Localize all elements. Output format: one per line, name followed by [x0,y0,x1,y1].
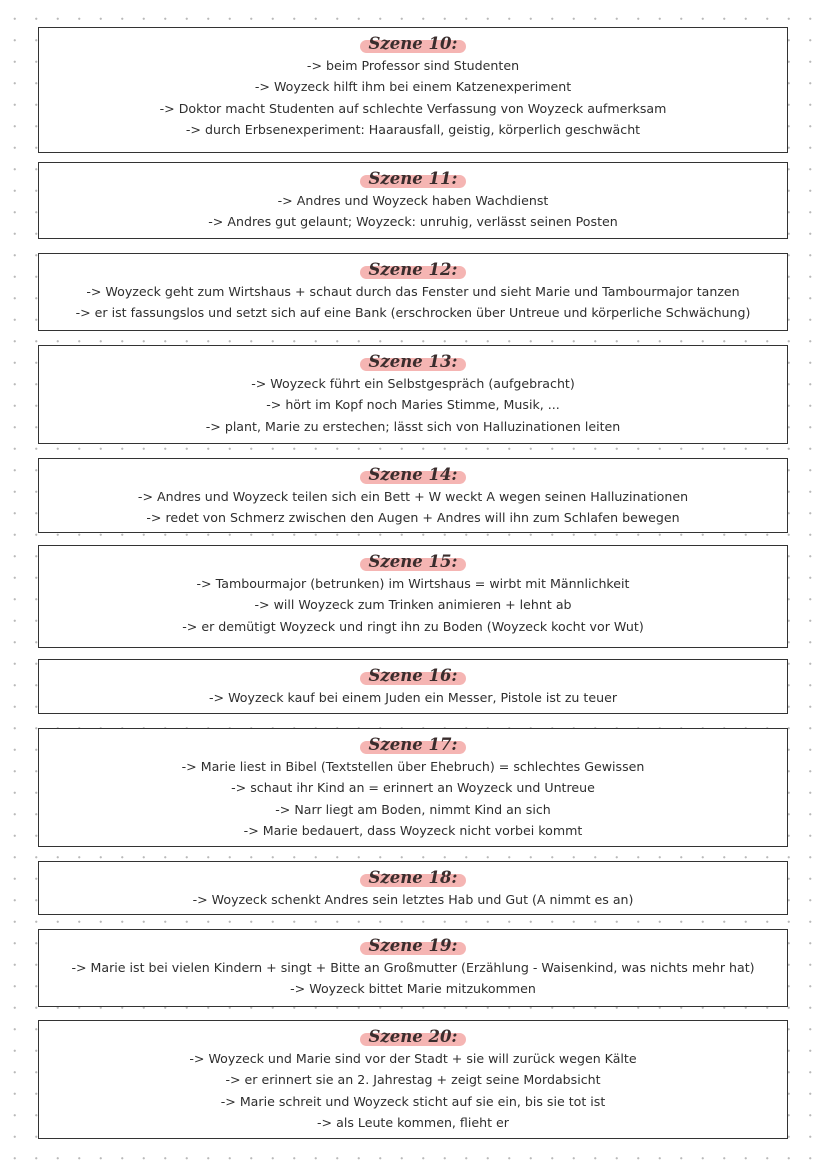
scene-line: -> Woyzeck bittet Marie mitzukommen [290,981,536,997]
scene-line: -> er erinnert sie an 2. Jahrestag + zeigt seine Mordabsicht [225,1072,601,1088]
scene-line: -> redet von Schmerz zwischen den Augen + Andres will ihn zum Schlafen bewegen [146,510,680,526]
scene-line: -> Marie bedauert, dass Woyzeck nicht vorbei kommt [243,823,583,839]
scene-line: -> Woyzeck und Marie sind vor der Stadt + sie will zurück wegen Kälte [189,1051,637,1066]
scene-box-15 [38,545,788,648]
scene-line: -> Andres und Woyzeck teilen sich ein Bett + W weckt A wegen seinen Halluzinationen [137,489,689,504]
scene-line: -> Woyzeck schenkt Andres sein letztes Hab und Gut (A nimmt es an) [192,892,634,907]
scene-title: Szene 20: [362,1027,463,1047]
scene-line: -> Woyzeck kauf bei einem Juden ein Messer, Pistole ist zu teuer [208,690,618,705]
scene-title: Szene 10: [362,34,463,54]
scene-line: -> als Leute kommen, flieht er [317,1115,509,1131]
scene-box-11 [38,162,788,239]
scene-box-19 [38,929,788,1007]
scene-line: -> Woyzeck geht zum Wirtshaus + schaut durch das Fenster und sieht Marie und Tambourmajor tanzen [86,284,740,299]
scene-line: -> beim Professor sind Studenten [306,58,520,73]
scene-line: -> Woyzeck hilft ihm bei einem Katzenexperiment [254,79,572,95]
scene-line: -> durch Erbsenexperiment: Haarausfall, geistig, körperlich geschwächt [185,122,641,138]
scene-box-18 [38,861,788,915]
scene-line: -> er ist fassungslos und setzt sich auf eine Bank (erschrocken über Untreue und körperliche Schwächung) [75,305,751,321]
scene-title: Szene 11: [362,169,463,189]
scene-box-14 [38,458,788,533]
scene-line: -> Tambourmajor (betrunken) im Wirtshaus = wirbt mit Männlichkeit [196,576,630,591]
scene-line: -> Woyzeck führt ein Selbstgespräch (aufgebracht) [251,376,575,391]
scene-title: Szene 12: [362,260,463,280]
scene-line: -> er demütigt Woyzeck und ringt ihn zu Boden (Woyzeck kocht vor Wut) [182,618,644,634]
scene-line: -> Marie liest in Bibel (Textstellen über Ehebruch) = schlechtes Gewissen [181,759,645,774]
scene-title: Szene 17: [362,735,463,755]
scene-line: -> Marie ist bei vielen Kindern + singt + Bitte an Großmutter (Erzählung - Waisenkind, was nichts mehr hat) [71,960,755,975]
scene-line: -> Marie schreit und Woyzeck sticht auf sie ein, bis sie tot ist [220,1093,606,1109]
scene-line: -> plant, Marie zu erstechen; lässt sich von Halluzinationen leiten [205,418,621,434]
scene-box-17 [38,728,788,847]
scene-box-20 [38,1020,788,1139]
scene-box-16 [38,659,788,714]
scene-title: Szene 14: [362,465,463,485]
scene-line: -> Andres und Woyzeck haben Wachdienst [277,193,549,208]
scene-title: Szene 18: [362,868,463,888]
scene-line: -> hört im Kopf noch Maries Stimme, Musik, ... [266,397,560,413]
scene-title: Szene 19: [362,936,463,956]
scene-title: Szene 13: [362,352,463,372]
scene-box-12 [38,253,788,331]
scene-line: -> will Woyzeck zum Trinken animieren + lehnt ab [254,597,572,613]
scene-line: -> Doktor macht Studenten auf schlechte Verfassung von Woyzeck aufmerksam [159,100,667,116]
scene-title: Szene 15: [362,552,463,572]
scene-line: -> Andres gut gelaunt; Woyzeck: unruhig, verlässt seinen Posten [208,214,618,230]
scene-line: -> schaut ihr Kind an = erinnert an Woyzeck und Untreue [231,780,595,796]
scene-box-10 [38,27,788,153]
scene-box-13 [38,345,788,444]
scene-title: Szene 16: [362,666,463,686]
scene-line: -> Narr liegt am Boden, nimmt Kind an sich [275,801,551,817]
